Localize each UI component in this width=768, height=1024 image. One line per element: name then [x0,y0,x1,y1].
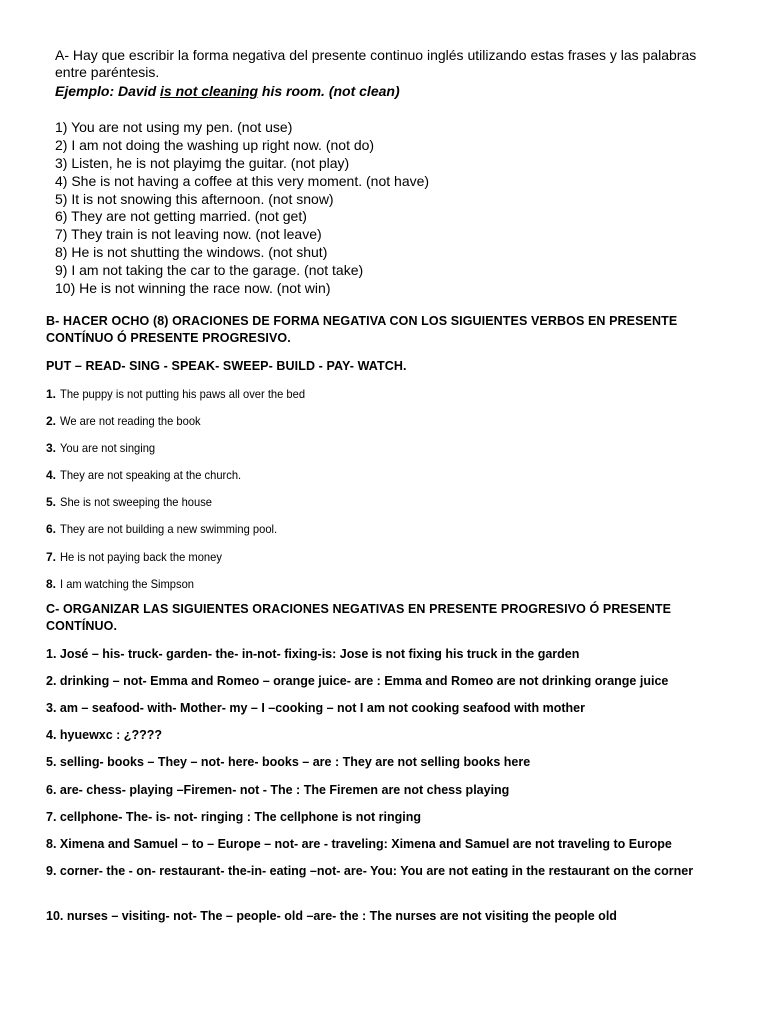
section-c-item: 2. drinking – not- Emma and Romeo – orange juice- are : Emma and Romeo are not drinking orange juice [46,674,669,688]
section-b-item [46,466,255,484]
section-c-item: 9. corner- the - on- restaurant- the-in- eating –not- are- You: You are not eating in the restaurant on the corner [46,864,694,878]
section-c-item: 10. nurses – visiting- not- The – people- old –are- the : The nurses are not visiting the people old [46,909,617,923]
section-a-item: 10) He is not winning the race now. (not win) [55,280,331,296]
section-b-item [46,548,235,566]
section-a-item: 4) She is not having a coffee at this very moment. (not have) [55,173,430,189]
item-text: He is not paying back the money [60,550,223,564]
item-number: 2. [46,414,57,428]
item-number: 3. [46,441,57,455]
section-c-item: 8. Ximena and Samuel – to – Europe – not- are - traveling: Ximena and Samuel are not traveling to Europe [46,837,672,851]
example-suffix: his room. (not clean) [258,83,400,99]
section-b-item [46,575,205,593]
item-number: 8. [46,577,57,591]
item-text: You are not singing [60,441,156,455]
section-b-item [46,520,294,538]
item-text: I am watching the Simpson [60,577,195,591]
section-b-heading: B- HACER OCHO (8) ORACIONES DE FORMA NEGATIVA CON LOS SIGUIENTES VERBOS EN PRESENTE CONTÍNUO Ó PRESENTE PROGRESIVO. [46,314,678,345]
item-text: She is not sweeping the house [60,495,213,509]
section-a-item: 3) Listen, he is not playimg the guitar. (not play) [55,155,350,171]
section-a-item: 9) I am not taking the car to the garage. (not take) [55,262,364,278]
section-a-item: 8) He is not shutting the windows. (not shut) [55,244,328,260]
section-c-item: 6. are- chess- playing –Firemen- not - The : The Firemen are not chess playing [46,783,510,797]
item-text: They are not building a new swimming pool. [60,522,278,536]
item-number: 6. [46,522,57,536]
section-b-verbs: PUT – READ- SING - SPEAK- SWEEP- BUILD - PAY- WATCH. [46,359,407,373]
item-text: The puppy is not putting his paws all over the bed [60,387,306,401]
section-a-item: 5) It is not snowing this afternoon. (not snow) [55,191,334,207]
section-a-item: 7) They train is not leaving now. (not leave) [55,226,322,242]
item-number: 5. [46,495,57,509]
section-a-example [55,83,400,99]
item-number: 4. [46,468,57,482]
section-a-item: 1) You are not using my pen. (not use) [55,119,293,135]
item-text: They are not speaking at the church. [60,468,242,482]
item-number: 1. [46,387,57,401]
section-c-item: 7. cellphone- The- is- not- ringing : The cellphone is not ringing [46,810,421,824]
section-a-item: 2) I am not doing the washing up right now. (not do) [55,137,375,153]
section-c-heading: C- ORGANIZAR LAS SIGUIENTES ORACIONES NEGATIVAS EN PRESENTE PROGRESIVO Ó PRESENTE CONTÍNUO. [46,602,672,633]
section-b-item [46,493,224,511]
section-a-item: 6) They are not getting married. (not get) [55,208,307,224]
section-c-item: 4. hyuewxc : ¿???? [46,728,162,742]
section-c-item: 1. José – his- truck- garden- the- in-not- fixing-is: Jose is not fixing his truck in the garden [46,647,580,661]
section-b-item [46,385,324,403]
example-prefix: Ejemplo: David [55,83,161,99]
item-number: 7. [46,550,57,564]
section-b-item [46,412,212,430]
section-c-item: 5. selling- books – They – not- here- books – are : They are not selling books here [46,755,531,769]
item-text: We are not reading the book [60,414,202,428]
example-underlined: is not cleaning [160,83,259,99]
section-b-item [46,439,163,457]
section-c-item: 3. am – seafood- with- Mother- my – I –cooking – not I am not cooking seafood with mother [46,701,585,715]
section-a-instructions: A- Hay que escribir la forma negativa del presente continuo inglés utilizando estas frases y las palabras entre paréntesis. [55,47,697,80]
